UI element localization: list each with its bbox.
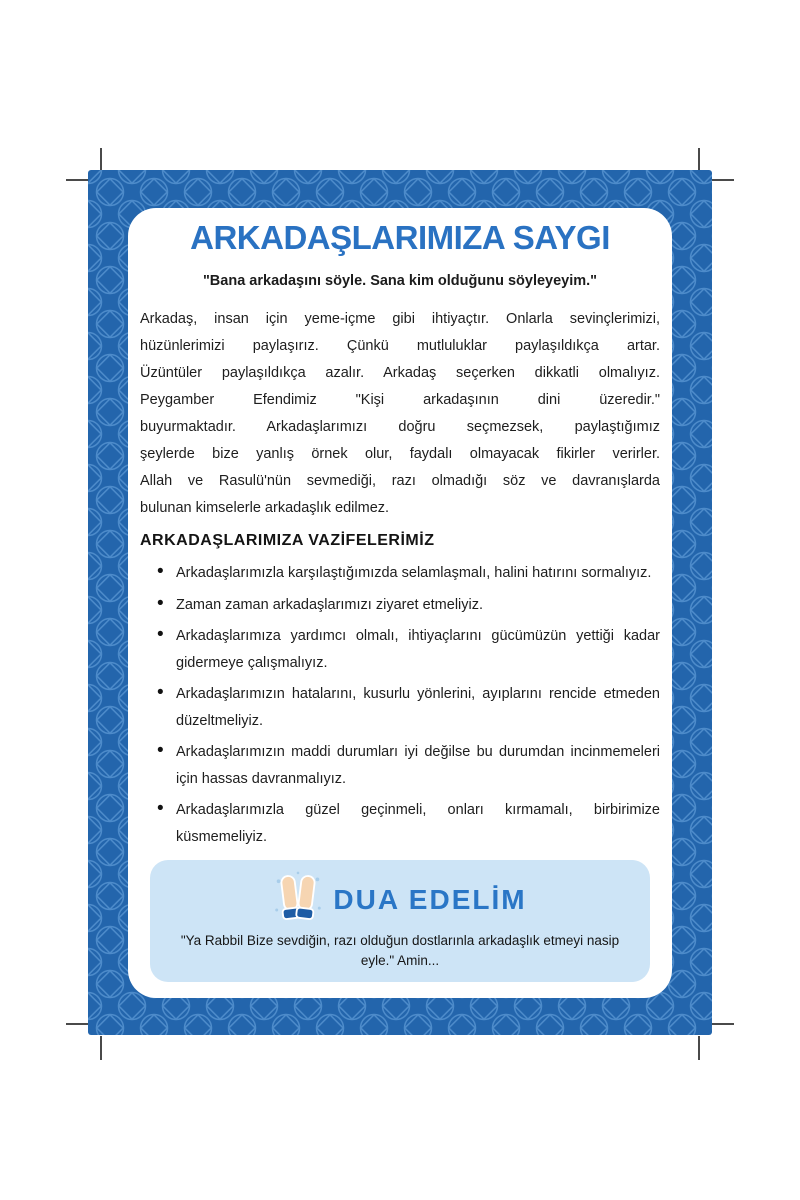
paragraph-line: Üzüntüler paylaşıldıkça azalır. Arkadaş seçerken dikkatli olmalıyız. [140, 365, 660, 381]
duties-section-heading: ARKADAŞLARIMIZA VAZİFELERİMİZ [140, 532, 435, 549]
duties-list [140, 560, 660, 850]
crop-mark-top-right-horizontal [710, 179, 734, 181]
praying-hands-icon [273, 868, 323, 931]
crop-mark-bottom-left-vertical [100, 1036, 102, 1060]
duty-item: • Arkadaşlarımızın maddi durumları iyi değilse bu durumdan incinmemeleri için hassas davranmalıyız. [176, 739, 660, 792]
paragraph-line: Allah ve Rasulü'nün sevmediği, razı olmadığı söz ve davranışlarda [140, 473, 660, 489]
crop-mark-top-right-vertical [698, 148, 700, 172]
content-panel [128, 208, 672, 998]
intro-paragraph [140, 306, 660, 522]
crop-mark-bottom-right-vertical [698, 1036, 700, 1060]
friendship-proverb: "Bana arkadaşını söyle. Sana kim olduğunu söyleyeyim." [202, 273, 598, 289]
duty-item: • Arkadaşlarımıza yardımcı olmalı, ihtiyaçlarını gücümüzün yettiği kadar gidermeye çalışmalıyız. [176, 623, 660, 676]
paragraph-line: Arkadaş, insan için yeme-içme gibi ihtiyaçtır. Onlarla sevinçlerimizi, [140, 311, 660, 327]
crop-mark-bottom-right-horizontal [710, 1023, 734, 1025]
prayer-heading: DUA EDELİM [333, 883, 527, 915]
duty-item: • Zaman zaman arkadaşlarımızı ziyaret etmeliyiz. [176, 592, 660, 619]
crop-mark-top-left-horizontal [66, 179, 90, 181]
duty-item: • Arkadaşlarımızla güzel geçinmeli, onları kırmamalı, birbirimize küsmemeliyiz. [176, 797, 660, 850]
paragraph-line: Peygamber Efendimiz "Kişi arkadaşının dini üzeredir." [140, 392, 660, 408]
page-title: ARKADAŞLARIMIZA SAYGI [190, 219, 610, 256]
duty-item: • Arkadaşlarımızın hatalarını, kusurlu yönlerini, ayıplarını rencide etmeden düzeltmeliyiz. [176, 681, 660, 734]
prayer-box [150, 860, 650, 982]
crop-mark-bottom-left-horizontal [66, 1023, 90, 1025]
paragraph-line: bulunan kimselerle arkadaşlık edilmez. [140, 500, 390, 516]
paragraph-line: hüzünlerimizi paylaşırız. Çünkü mutluluklar paylaşıldıkça artar. [140, 338, 660, 354]
duty-item: • Arkadaşlarımızla karşılaştığımızda selamlaşmalı, halini hatırını sormalıyız. [176, 560, 660, 587]
paragraph-line: şeylerde bize yanlış örnek olur, faydalı olmayacak fikirler verirler. [140, 446, 660, 462]
prayer-text: "Ya Rabbil Bize sevdiğin, razı olduğun dostlarınla arkadaşlık etmeyi nasip eyle." Amin... [180, 933, 620, 968]
worksheet-card [88, 170, 712, 1035]
crop-mark-top-left-vertical [100, 148, 102, 172]
paragraph-line: buyurmaktadır. Arkadaşlarımızı doğru seçmezsek, paylaştığımız [140, 419, 660, 435]
prayer-box-header [150, 868, 650, 931]
